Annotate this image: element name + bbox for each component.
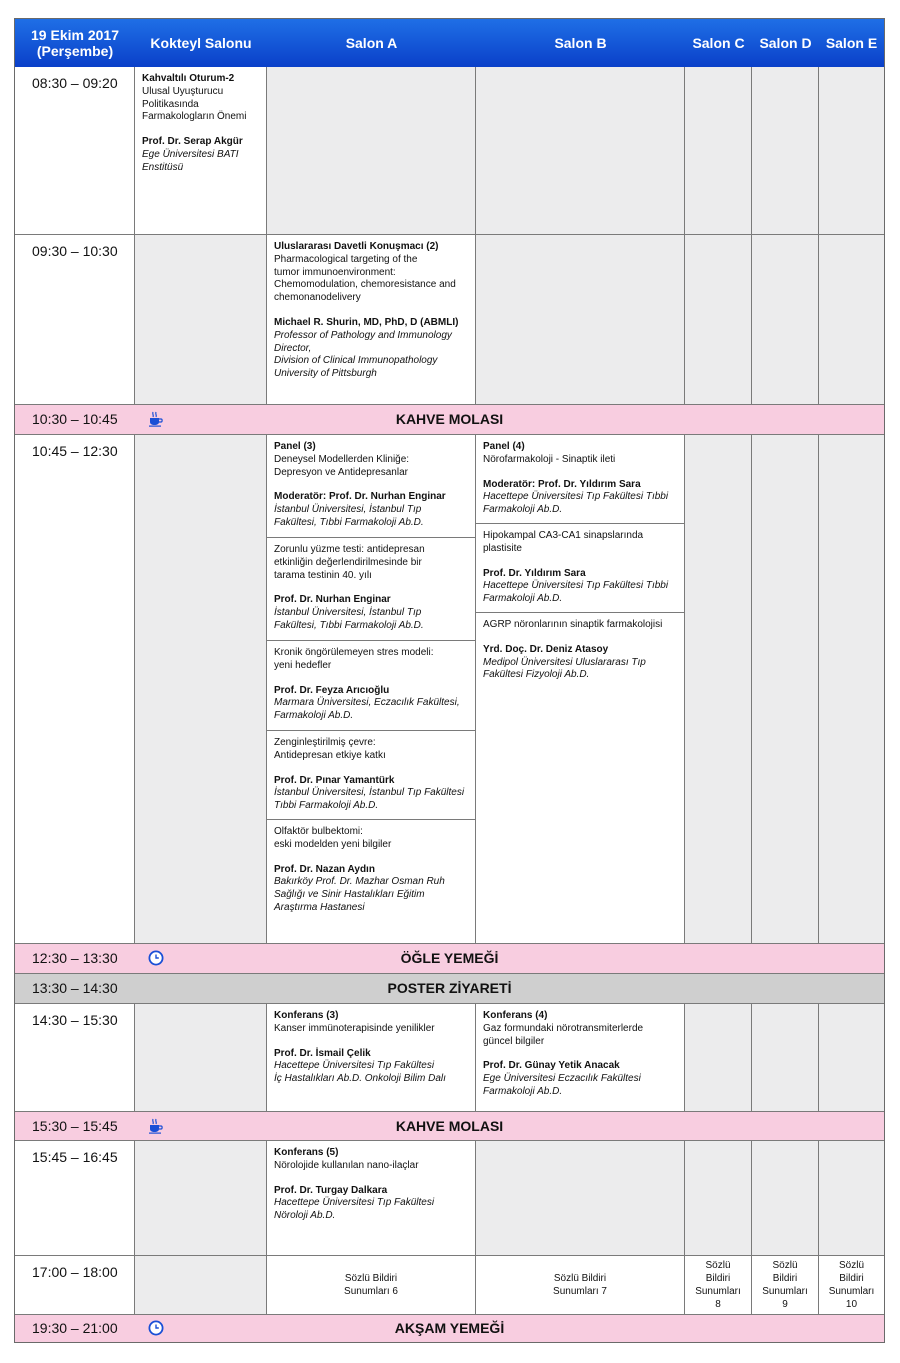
session-desc-line: Zorunlu yüzme testi: antidepresan (274, 544, 425, 555)
speaker-affiliation: Araştırma Hastanesi (274, 901, 365, 913)
session-desc-line: AGRP nöronlarının sinaptik farmakolojisi (483, 619, 663, 630)
talk-item (267, 641, 475, 731)
session-desc-line: Chemomodulation, chemoresistance and (274, 279, 456, 291)
band-title: KAHVE MOLASI (395, 411, 504, 427)
band-time: 15:30 – 15:45 (32, 1118, 118, 1134)
lunch-band (15, 944, 884, 974)
header-date (15, 19, 135, 67)
oral-label-line: Sözlü (705, 1260, 731, 1271)
session-desc-line: etkinliğin değerlendirilmesinde bir (274, 556, 422, 568)
session-desc-line: tarama testinin 40. yılı (274, 569, 372, 581)
session-desc-line: Deneysel Modellerden Kliniğe: (274, 453, 410, 465)
oral-label-line: Bildiri (839, 1273, 864, 1284)
session-title: Konferans (5) (274, 1147, 339, 1158)
speaker-affiliation: Farmakoloji Ab.D. (274, 710, 354, 722)
speaker-name: Prof. Dr. Pınar Yamantürk (274, 774, 395, 786)
speaker-affiliation: İstanbul Üniversitesi, İstanbul Tıp Fakültesi (274, 787, 465, 799)
empty-cell (135, 1004, 267, 1112)
speaker-affiliation: Hacettepe Üniversitesi Tıp Fakültesi Tıbbi (483, 491, 669, 503)
header-salon-b: Salon B (476, 19, 685, 67)
session-desc-line: Gaz formundaki nörotransmiterlerde (483, 1022, 644, 1034)
speaker-affiliation: Hacettepe Üniversitesi Tıp Fakültesi (274, 1060, 435, 1072)
time-slot: 17:00 – 18:00 (15, 1256, 135, 1315)
oral-presentations-9 (752, 1256, 819, 1315)
speaker-affiliation: University of Pittsburgh (274, 368, 377, 380)
header-date-line1: 19 Ekim 2017 (31, 27, 119, 43)
header-date-line2: (Perşembe) (36, 43, 114, 59)
oral-label-line: Sunumları 6 (344, 1286, 398, 1297)
session-desc-line: Zenginleştirilmiş çevre: (274, 737, 376, 748)
empty-cell (819, 435, 884, 944)
speaker-name: Prof. Dr. Feyza Arıcıoğlu (274, 684, 390, 696)
speaker-name: Yrd. Doç. Dr. Deniz Atasoy (483, 643, 609, 655)
session-title: Konferans (3) (274, 1010, 339, 1021)
empty-cell (135, 235, 267, 405)
oral-label-line: Bildiri (705, 1273, 731, 1284)
speaker-affiliation: Fakültesi, Tıbbi Farmakoloji Ab.D. (274, 516, 424, 528)
session-desc-line: tumor immunoenvironment: (274, 266, 396, 278)
speaker-affiliation: Director, (274, 342, 312, 354)
speaker-affiliation: Farmakoloji Ab.D. (483, 504, 563, 516)
time-slot: 09:30 – 10:30 (15, 235, 135, 405)
session-desc-line: Ulusal Uyuşturucu (142, 85, 224, 97)
session-title: Konferans (4) (483, 1010, 548, 1021)
speaker-affiliation: Sağlığı ve Sinir Hastalıkları Eğitim (274, 889, 425, 901)
time-slot: 15:45 – 16:45 (15, 1141, 135, 1256)
time-slot: 08:30 – 09:20 (15, 67, 135, 235)
band-title: AKŞAM YEMEĞİ (394, 1320, 505, 1336)
band-time: 12:30 – 13:30 (32, 950, 118, 966)
speaker-affiliation: Medipol Üniversitesi Uluslararası Tıp (483, 656, 646, 668)
oral-label-line: Sunumları 7 (553, 1286, 607, 1297)
empty-cell (819, 1004, 884, 1112)
session-konferans-5 (267, 1141, 476, 1256)
speaker-affiliation: Hacettepe Üniversitesi Tıp Fakültesi Tıbbi (483, 580, 669, 592)
empty-cell (476, 1141, 685, 1256)
band-title: KAHVE MOLASI (395, 1118, 504, 1134)
band-title: ÖĞLE YEMEĞİ (400, 950, 499, 966)
coffee-break-band (15, 1112, 884, 1141)
talk-item (267, 820, 475, 915)
session-desc-line: Politikasında (142, 98, 199, 110)
session-desc-line: Farmakologların Önemi (142, 111, 247, 123)
empty-cell (685, 1004, 752, 1112)
speaker-name: Prof. Dr. Yıldırım Sara (483, 567, 586, 579)
speaker-affiliation: Hacettepe Üniversitesi Tıp Fakültesi (274, 1197, 435, 1209)
oral-presentations-7 (476, 1256, 685, 1315)
talk-item (267, 538, 475, 641)
speaker-affiliation: İstanbul Üniversitesi, İstanbul Tıp (274, 607, 422, 619)
session-title: Panel (4) (483, 441, 525, 452)
speaker-affiliation: Farmakoloji Ab.D. (483, 593, 563, 605)
session-desc-line: yeni hedefler (274, 659, 332, 671)
session-davetli-konusmaci (267, 235, 476, 405)
oral-label-line: Sözlü Bildiri (344, 1273, 398, 1284)
program-table (14, 18, 885, 1343)
speaker-name: Moderatör: Prof. Dr. Yıldırım Sara (483, 478, 641, 490)
session-konferans-4 (476, 1004, 685, 1112)
oral-presentations-6 (267, 1256, 476, 1315)
empty-cell (685, 67, 752, 235)
session-desc-line: plastisite (483, 542, 522, 554)
header-kokteyl-salonu: Kokteyl Salonu (135, 19, 267, 67)
speaker-affiliation: Farmakoloji Ab.D. (483, 1085, 563, 1097)
speaker-affiliation: Fakültesi Fizyoloji Ab.D. (483, 669, 590, 681)
session-desc-line: chemonanodelivery (274, 292, 361, 304)
session-panel-4 (476, 435, 685, 944)
speaker-affiliation: Ege Üniversitesi Eczacılık Fakültesi (483, 1073, 641, 1085)
empty-cell (819, 1141, 884, 1256)
time-slot: 14:30 – 15:30 (15, 1004, 135, 1112)
empty-cell (685, 1141, 752, 1256)
session-desc-line: Kronik öngörülemeyen stres modeli: (274, 647, 434, 658)
band-title: POSTER ZİYARETİ (387, 980, 512, 996)
speaker-affiliation: Marmara Üniversitesi, Eczacılık Fakültesi, (274, 697, 460, 709)
band-time: 13:30 – 14:30 (32, 980, 118, 996)
coffee-break-band (15, 405, 884, 435)
empty-cell (752, 67, 819, 235)
empty-cell (819, 67, 884, 235)
speaker-name: Prof. Dr. Turgay Dalkara (274, 1184, 388, 1196)
oral-label-line: 8 (715, 1299, 721, 1310)
empty-cell (135, 1256, 267, 1315)
session-desc-line: Hipokampal CA3-CA1 sinapslarında (483, 530, 644, 541)
session-kahvaltili-oturum (135, 67, 267, 235)
empty-cell (135, 1141, 267, 1256)
speaker-affiliation: Ege Üniversitesi BATI (142, 148, 239, 160)
empty-cell (685, 435, 752, 944)
talk-item (476, 524, 684, 613)
oral-label-line: 9 (782, 1299, 788, 1310)
oral-label-line: Sunumları (695, 1286, 741, 1297)
speaker-name: Prof. Dr. Günay Yetik Anacak (483, 1060, 620, 1072)
speaker-affiliation: Tıbbi Farmakoloji Ab.D. (274, 800, 379, 812)
header-salon-a: Salon A (267, 19, 476, 67)
panel-intro (267, 435, 475, 538)
speaker-affiliation: İç Hastalıkları Ab.D. Onkoloji Bilim Dalı (274, 1073, 446, 1085)
empty-cell (476, 235, 685, 405)
talk-item (267, 731, 475, 820)
session-desc-line: Nörofarmakoloji - Sinaptik ileti (483, 453, 616, 465)
session-desc-line: Pharmacological targeting of the (274, 253, 418, 265)
empty-cell (685, 235, 752, 405)
talk-item (476, 613, 684, 682)
oral-label-line: Sunumları (762, 1286, 808, 1297)
speaker-affiliation: Nöroloji Ab.D. (274, 1210, 336, 1222)
session-desc-line: Antidepresan etkiye katkı (274, 749, 386, 761)
speaker-name: Prof. Dr. Nazan Aydın (274, 863, 375, 875)
speaker-affiliation: İstanbul Üniversitesi, İstanbul Tıp (274, 504, 422, 516)
speaker-name: Moderatör: Prof. Dr. Nurhan Enginar (274, 491, 446, 503)
speaker-name: Prof. Dr. Nurhan Enginar (274, 594, 391, 606)
empty-cell (267, 67, 476, 235)
speaker-affiliation: Enstitüsü (142, 161, 184, 173)
empty-cell (135, 435, 267, 944)
session-title: Kahvaltılı Oturum-2 (142, 73, 235, 84)
session-desc-line: güncel bilgiler (483, 1035, 545, 1047)
oral-presentations-10 (819, 1256, 884, 1315)
time-slot: 10:45 – 12:30 (15, 435, 135, 944)
speaker-affiliation: Fakültesi, Tıbbi Farmakoloji Ab.D. (274, 619, 424, 631)
speaker-name: Prof. Dr. İsmail Çelik (274, 1047, 371, 1059)
empty-cell (752, 1004, 819, 1112)
band-time: 19:30 – 21:00 (32, 1320, 118, 1336)
poster-band (15, 974, 884, 1004)
speaker-affiliation: Bakırköy Prof. Dr. Mazhar Osman Ruh (274, 876, 445, 888)
panel-intro (476, 435, 684, 524)
session-konferans-3 (267, 1004, 476, 1112)
oral-label-line: Sunumları (828, 1286, 875, 1297)
empty-cell (752, 1141, 819, 1256)
empty-cell (819, 235, 884, 405)
band-time: 10:30 – 10:45 (32, 411, 118, 427)
empty-cell (752, 435, 819, 944)
oral-label-line: Sözlü (838, 1260, 864, 1271)
session-desc-line: Olfaktör bulbektomi: (274, 826, 363, 837)
speaker-name: Michael R. Shurin, MD, PhD, D (ABMLI) (274, 316, 459, 328)
empty-cell (752, 235, 819, 405)
oral-label-line: Sözlü Bildiri (553, 1273, 607, 1284)
header-salon-e: Salon E (819, 19, 884, 67)
session-panel-3 (267, 435, 476, 944)
speaker-affiliation: Professor of Pathology and Immunology (274, 329, 452, 341)
session-title: Uluslararası Davetli Konuşmacı (2) (274, 241, 439, 252)
session-desc-line: Kanser immünoterapisinde yenilikler (274, 1022, 435, 1034)
oral-presentations-8 (685, 1256, 752, 1315)
dinner-band (15, 1315, 884, 1342)
session-desc-line: Depresyon ve Antidepresanlar (274, 466, 408, 478)
speaker-name: Prof. Dr. Serap Akgür (142, 136, 243, 148)
speaker-affiliation: Division of Clinical Immunopathology (274, 355, 438, 367)
header-salon-d: Salon D (752, 19, 819, 67)
oral-label-line: Bildiri (772, 1273, 798, 1284)
session-desc-line: eski modelden yeni bilgiler (274, 838, 392, 850)
oral-label-line: 10 (845, 1299, 858, 1310)
session-title: Panel (3) (274, 441, 316, 452)
session-desc-line: Nörolojide kullanılan nano-ilaçlar (274, 1159, 419, 1171)
oral-label-line: Sözlü (772, 1260, 798, 1271)
header-salon-c: Salon C (685, 19, 752, 67)
empty-cell (476, 67, 685, 235)
